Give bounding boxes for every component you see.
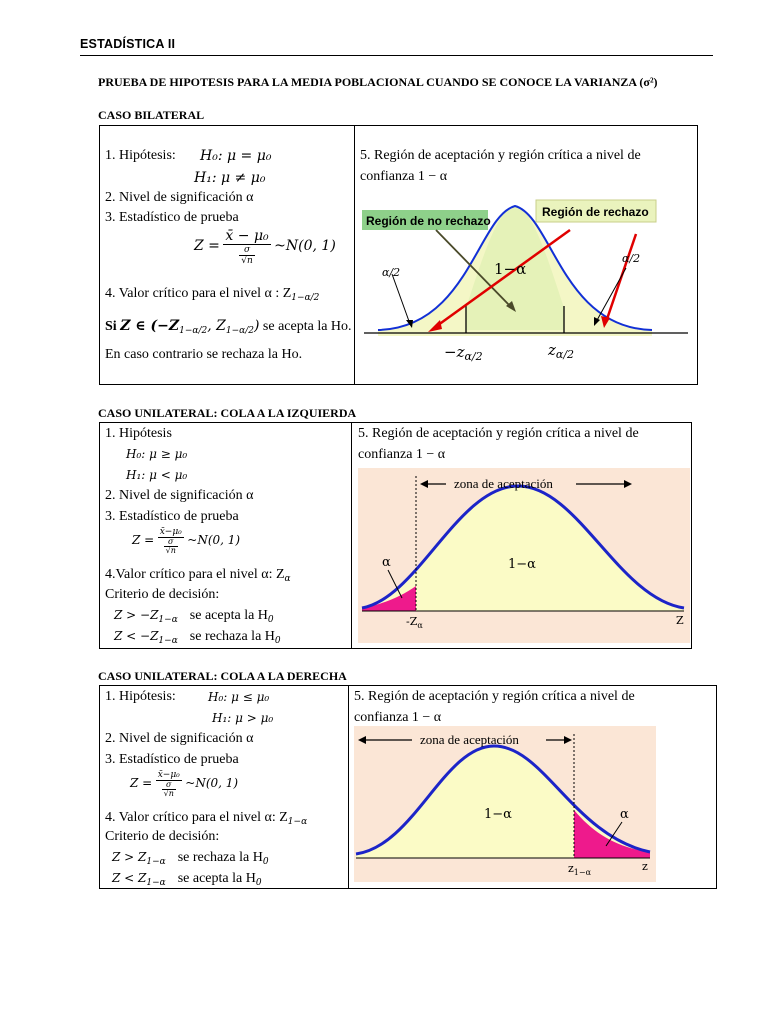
h0-text: H₀: μ ≤ μ₀ [208,690,270,704]
zona-label: zona de aceptación [454,476,553,491]
h1-text: H₁: μ < μ₀ [126,468,188,482]
fraction-denominator [223,245,270,266]
decision-rule [105,318,352,339]
critical-value-label: 4. Valor crítico para el nivel α: Z [105,810,288,825]
critical-value-sub: 1−α [287,817,308,827]
region-text-1: 5. Región de aceptación y región crítica a nivel de [354,689,635,704]
region-text-2: confianza 1 − α [358,447,446,462]
sqrt-n: √n [163,789,174,798]
alpha-left-pointer [392,274,410,324]
left-tail-box [99,422,692,649]
criterion-1: $Z > -Z_{1-\alpha}$ se acepta la $H_0$ [114,608,274,625]
fraction-numerator: x̄ − μ₀ [225,228,269,244]
h1-text: H₁: μ > μ₀ [212,711,274,725]
test-statistic-label: 3. Estadístico de prueba [105,509,239,524]
significance-level: 2. Nivel de significación α [105,731,254,746]
region-text-2: confianza 1 − α [360,169,448,184]
interval-open: Z ∈ (−Z [120,318,180,334]
decision-criteria-label: Criterio de decisión: [105,587,220,602]
test-statistic-label: 3. Estadístico de prueba [105,210,239,225]
z-fraction [158,527,184,555]
bilateral-chart [358,196,694,371]
h0-text: H₀: μ ≥ μ₀ [126,447,188,461]
alpha-left-label: α/2 [382,266,401,279]
left-tail-chart [358,468,690,643]
critical-value-sub: α [284,574,291,584]
right-tail-box [99,685,717,889]
fraction-denominator [158,538,184,555]
critical-label: $z_{1-\alpha}$ [568,862,591,877]
significance-level: 2. Nivel de significación α [105,190,254,205]
axis-label: z [642,860,648,873]
criterion-2: $Z < -Z_{1-\alpha}$ se rechaza la $H_0$ [114,629,281,646]
reject-label: Región de rechazo [542,205,649,219]
hypothesis-label: 1. Hipótesis: [105,148,176,163]
z-fraction [156,770,182,798]
region-text-2: confianza 1 − α [354,710,442,725]
hypothesis-label: 1. Hipótesis [105,426,172,441]
right-tail-chart [354,726,656,882]
normal-dist: ~N(0, 1) [274,238,336,255]
alpha-right-label: α/2 [622,252,641,265]
page-header: ESTADÍSTICA II [80,37,176,51]
fraction-numerator: x̄−μ₀ [157,770,180,780]
bilateral-box [99,125,698,385]
fraction-numerator: x̄−μ₀ [159,527,182,537]
sigma: σ [164,538,178,547]
interval-close: ) [253,318,260,334]
z-fraction [223,228,270,266]
z-formula [132,527,240,555]
else-text: En caso contrario se rechaza la Ho. [105,347,303,362]
hypothesis-label: 1. Hipótesis: [105,689,176,704]
sqrt-n: √n [241,256,253,266]
zona-label: zona de aceptación [420,732,519,747]
center-label: 1−α [484,807,512,822]
header-rule [80,55,713,56]
right-critical-label: $z_{\alpha/2}$ [548,341,575,361]
critical-label: $-Z_\alpha$ [406,615,423,630]
sigma: σ [239,245,255,256]
z-formula [194,228,336,266]
z-lhs: Z = [194,238,220,255]
significance-level: 2. Nivel de significación α [105,488,254,503]
axis-label: Z [676,614,684,627]
alpha-label: α [620,807,629,822]
sigma: σ [162,781,176,790]
sqrt-n: √n [165,546,176,555]
alpha-right-pointer [596,268,626,322]
column-divider [351,423,352,648]
z-lhs: Z = [132,533,155,548]
section-heading-left-tail: CASO UNILATERAL: COLA A LA IZQUIERDA [98,406,357,420]
interval-mid: , Z [207,318,226,334]
column-divider [354,126,355,384]
normal-dist: ~N(0, 1) [185,776,239,791]
critical-value-text [105,567,291,587]
center-label: 1−α [494,260,527,278]
section-heading-right-tail: CASO UNILATERAL: COLA A LA DERECHA [98,669,347,683]
region-text-1: 5. Región de aceptación y región crítica a nivel de [360,148,641,163]
interval-sub2: 1−α/2 [225,326,254,336]
interval-sub1: 1−α/2 [179,326,208,336]
test-statistic-label: 3. Estadístico de prueba [105,752,239,767]
z-formula [130,770,238,798]
h0-text: H₀: μ = μ₀ [200,148,272,164]
alpha-label: α [382,555,391,570]
h1-text: H₁: μ ≠ μ₀ [194,170,266,186]
left-critical-label: $-z_{\alpha/2}$ [444,343,483,363]
critical-value-text [105,810,307,830]
page-title: PRUEBA DE HIPOTESIS PARA LA MEDIA POBLACIONAL CUANDO SE CONOCE LA VARIANZA (σ²) [98,75,658,89]
si-label: Si [105,319,117,334]
fraction-denominator [156,781,182,798]
section-heading-bilateral: CASO BILATERAL [98,108,205,122]
critical-value-sub: 1−α/2 [291,293,320,303]
region-text-1: 5. Región de aceptación y región crítica a nivel de [358,426,639,441]
decision-criteria-label: Criterio de decisión: [105,829,220,844]
accept-text: se acepta la Ho. [262,319,352,334]
column-divider [348,686,349,888]
critical-value-label: 4.Valor crítico para el nivel α: Z [105,567,285,582]
normal-dist: ~N(0, 1) [187,533,241,548]
criterion-1: $Z > Z_{1-\alpha}$ se rechaza la $H_0$ [112,850,269,867]
critical-value-text [105,286,319,306]
no-reject-label: Región de no rechazo [366,214,491,228]
critical-value-label: 4. Valor crítico para el nivel α : Z [105,286,292,301]
criterion-2: $Z < Z_{1-\alpha}$ se acepta la $H_0$ [112,871,262,888]
z-lhs: Z = [130,776,153,791]
center-label: 1−α [508,557,536,572]
